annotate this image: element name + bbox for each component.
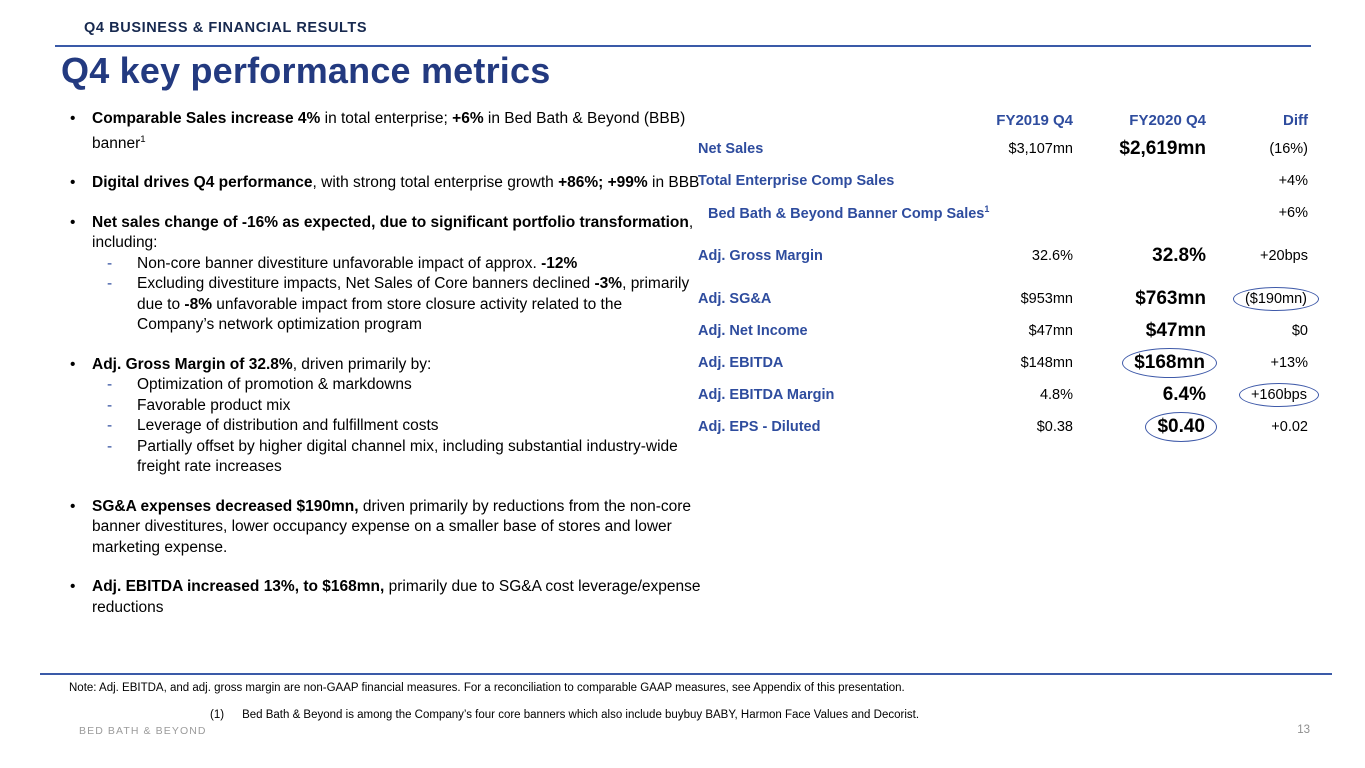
text-segment: in total enterprise; — [320, 110, 453, 127]
footer-divider — [40, 673, 1332, 675]
sub-bullet-text — [137, 274, 702, 336]
text-segment: Comparable Sales increase 4% — [92, 110, 321, 127]
bullet-row — [70, 577, 702, 618]
bullet-text — [92, 173, 699, 194]
bullet-text — [92, 497, 702, 559]
bullet-marker: • — [70, 578, 76, 596]
fy2019-value: $3,107mn — [1008, 141, 1073, 157]
diff-value: +20bps — [1260, 248, 1308, 264]
sub-bullet — [70, 416, 702, 437]
fy2020-value: $2,619mn — [1119, 138, 1206, 159]
metrics-table — [698, 112, 1312, 443]
bullet-marker: • — [70, 110, 76, 127]
footnote-marker: (1) — [210, 709, 225, 721]
highlight-circle: $0.40 — [1145, 412, 1217, 442]
bullet-text — [92, 355, 431, 376]
row-label: Adj. SG&A — [698, 291, 772, 307]
footnote — [210, 709, 919, 721]
table-row — [698, 411, 1312, 443]
table-row — [698, 283, 1312, 315]
sub-bullet-text — [137, 437, 702, 478]
text-segment: primarily due to SG&A cost leverage/expense reductions — [92, 578, 701, 616]
fy2020-value: $763mn — [1135, 288, 1206, 309]
row-label: Total Enterprise Comp Sales — [698, 173, 895, 189]
sub-bullet-text — [137, 375, 412, 396]
text-segment: Digital drives Q4 performance — [92, 174, 313, 192]
fy2019-value: 32.6% — [1031, 248, 1073, 264]
text-segment: +86%; +99% — [558, 174, 648, 192]
text-segment: , driven primarily by: — [292, 355, 432, 373]
bullet-row — [70, 213, 702, 254]
text-segment: Favorable product mix — [137, 396, 291, 414]
fy2019-value: $47mn — [1028, 323, 1073, 339]
slide-header-label: Q4 BUSINESS & FINANCIAL RESULTS — [84, 20, 368, 36]
dash-marker: - — [107, 275, 113, 293]
highlight-circle: ($190mn) — [1233, 287, 1319, 311]
row-label: Bed Bath & Beyond Banner Comp Sales$^1$ — [708, 204, 990, 222]
diff-value: $0 — [1291, 323, 1308, 339]
text-segment: , primarily due to — [137, 275, 690, 313]
bullet-list — [70, 109, 702, 637]
column-header: Diff — [1283, 112, 1308, 129]
sub-bullet — [70, 396, 702, 417]
bullet-item — [70, 497, 702, 559]
bullet-row — [70, 109, 702, 154]
sub-bullet-text — [137, 396, 290, 417]
highlight-circle: $168mn — [1122, 348, 1217, 378]
dash-marker: - — [107, 437, 113, 455]
bullet-row — [70, 497, 702, 559]
bullet-marker: • — [70, 497, 76, 515]
bullet-text — [92, 577, 702, 618]
text-segment: Excluding divestiture impacts, Net Sales of Core banners declined — [137, 275, 595, 293]
fy2020-value: 6.4% — [1162, 384, 1206, 405]
text-segment: Leverage of distribution and fulfillment costs — [137, 417, 439, 435]
diff-value: (16%) — [1269, 141, 1308, 157]
table-row — [698, 133, 1312, 165]
diff-value: +6% — [1278, 205, 1308, 221]
fy2019-value: $953mn — [1020, 291, 1073, 307]
row-label: Net Sales — [698, 141, 764, 157]
sub-bullet — [70, 375, 702, 396]
table-row — [698, 347, 1312, 379]
table-row — [698, 197, 1312, 229]
text-segment: in BBB — [647, 174, 700, 192]
text-segment: Adj. Gross Margin of 32.8% — [92, 355, 293, 373]
row-label: Adj. Net Income — [698, 323, 808, 339]
fy2019-value: $148mn — [1020, 355, 1073, 371]
text-segment: Optimization of promotion & markdowns — [137, 376, 412, 394]
column-header: FY2019 Q4 — [996, 112, 1073, 129]
text-segment: -12% — [541, 254, 578, 272]
bullet-marker: • — [70, 355, 76, 373]
page-title: Q4 key performance metrics — [61, 50, 551, 91]
bullet-item — [70, 173, 702, 194]
bullet-item — [70, 109, 702, 154]
bullet-item — [70, 355, 702, 478]
column-header: FY2020 Q4 — [1129, 112, 1206, 129]
text-segment: , with strong total enterprise growth — [312, 174, 559, 192]
sub-bullet — [70, 254, 702, 275]
text-segment: in Bed Bath & Beyond (BBB) banner — [92, 110, 686, 152]
diff-value — [1206, 290, 1308, 308]
bullet-item — [70, 213, 702, 336]
table-row — [698, 165, 1312, 197]
footnote-text: Bed Bath & Beyond is among the Company’s four core banners which also include buybuy BABY, Harmon Face Values and Decorist. — [242, 709, 920, 721]
text-segment: -3% — [594, 275, 623, 293]
page-number: 13 — [1297, 724, 1310, 736]
footer-brand: BED BATH & BEYOND — [79, 725, 207, 737]
text-segment: 1 — [140, 133, 146, 145]
dash-marker: - — [107, 376, 113, 394]
fy2020-value: 32.8% — [1152, 245, 1206, 266]
highlight-circle: +160bps — [1239, 383, 1319, 407]
text-segment: SG&A expenses decreased $190mn, — [92, 497, 359, 515]
table-row — [698, 240, 1312, 272]
bullet-row — [70, 173, 702, 194]
text-segment: Net sales change of -16% as expected, due to significant portfolio transformation — [92, 213, 689, 231]
text-segment: -8% — [184, 295, 212, 313]
sub-bullet — [70, 437, 702, 478]
diff-value: +4% — [1278, 173, 1308, 189]
sub-bullet — [70, 274, 702, 336]
sub-bullet-text — [137, 254, 577, 275]
text-segment: unfavorable impact from store closure activity related to the Company’s network optimization program — [137, 295, 623, 334]
text-segment: Adj. EBITDA increased 13%, to $168mn, — [92, 578, 385, 596]
bullet-item — [70, 577, 702, 618]
sub-bullet-text — [137, 416, 439, 437]
table-header-row — [698, 112, 1312, 129]
bullet-row — [70, 355, 702, 376]
dash-marker: - — [107, 396, 113, 414]
dash-marker: - — [107, 254, 113, 272]
row-label: Adj. EBITDA — [698, 355, 784, 371]
header-divider — [55, 45, 1311, 47]
footnote-ref: 1 — [984, 204, 990, 215]
diff-value: +0.02 — [1271, 419, 1308, 435]
note-text: Note: Adj. EBITDA, and adj. gross margin are non-GAAP financial measures. For a reconciliation to comparable GAAP measures, see Appendix of this presentation. — [69, 682, 905, 694]
fy2020-value: $47mn — [1145, 320, 1206, 341]
bullet-marker: • — [70, 213, 76, 231]
row-label: Adj. Gross Margin — [698, 248, 823, 264]
table-row — [698, 315, 1312, 347]
bullet-text — [92, 109, 702, 154]
text-segment: Non-core banner divestiture unfavorable impact of approx. — [137, 254, 542, 272]
diff-value: +13% — [1270, 355, 1308, 371]
fy2019-value: 4.8% — [1039, 387, 1073, 403]
bullet-text — [92, 213, 702, 254]
text-segment: driven primarily by reductions from the non-core banner divestitures, lower occupancy expense on a smaller base of stores and lower marketing expense. — [92, 497, 692, 556]
fy2020-value — [1073, 415, 1206, 439]
row-label: Adj. EBITDA Margin — [698, 387, 835, 403]
bullet-marker: • — [70, 174, 76, 192]
table-row — [698, 379, 1312, 411]
dash-marker: - — [107, 417, 113, 435]
text-segment: , including: — [92, 213, 694, 252]
diff-value — [1206, 386, 1308, 404]
text-segment: Partially offset by higher digital channel mix, including substantial industry-wide freight rate increases — [137, 437, 678, 476]
text-segment: +6% — [452, 110, 484, 127]
metrics-table-body — [698, 133, 1312, 443]
fy2019-value: $0.38 — [1036, 419, 1073, 435]
fy2020-value — [1073, 351, 1206, 375]
row-label: Adj. EPS - Diluted — [698, 419, 821, 435]
